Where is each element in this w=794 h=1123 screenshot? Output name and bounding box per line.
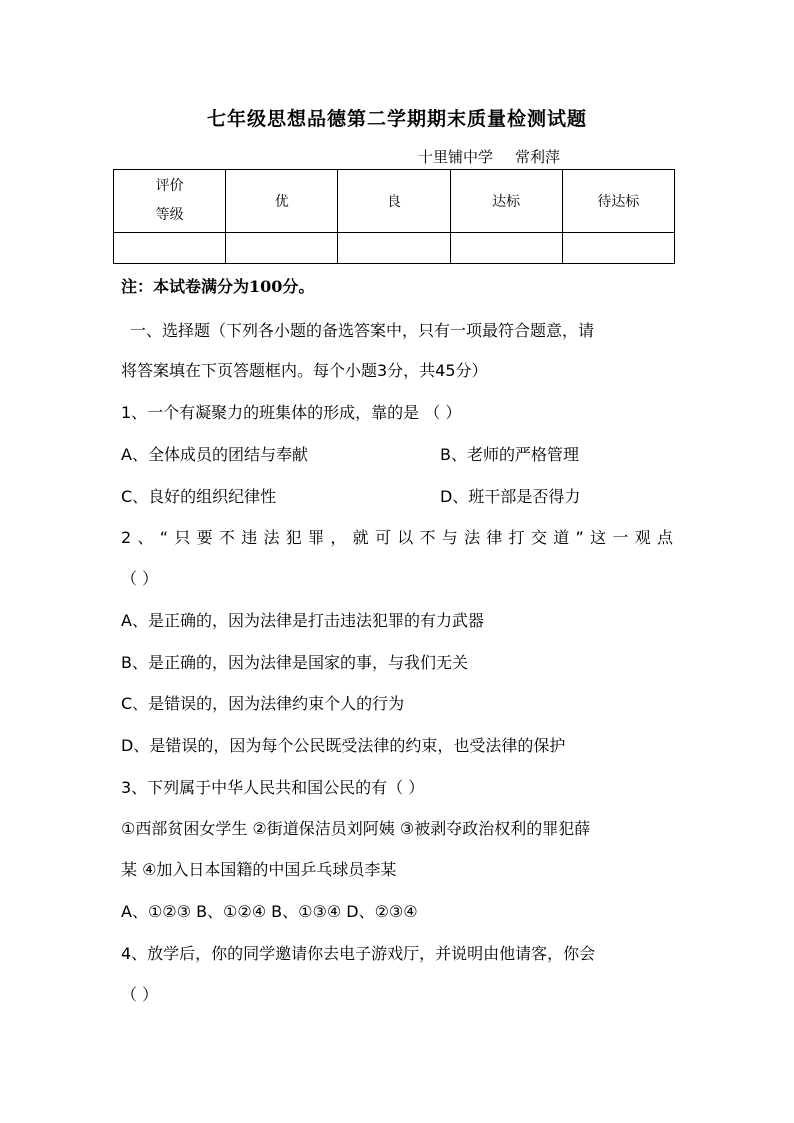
question-3-stem: 3、下列属于中华人民共和国公民的有（ ）: [121, 778, 425, 797]
author-line: [418, 146, 560, 167]
grade-value-cell[interactable]: [450, 233, 562, 264]
grade-level-excellent: 优: [226, 170, 338, 233]
question-4-stem-line1: 4、放学后，你的同学邀请你去电子游戏厅，并说明由他请客，你会: [121, 944, 596, 963]
question-1-stem: 1、一个有凝聚力的班集体的形成，靠的是 （ ）: [121, 403, 462, 422]
question-2-option-b: B、是正确的，因为法律是国家的事，与我们无关: [121, 653, 468, 672]
question-3-desc-line1: ①西部贫困女学生 ②街道保洁员刘阿姨 ③被剥夺政治权利的罪犯薛: [121, 819, 591, 838]
grade-value-cell[interactable]: [226, 233, 338, 264]
question-1-option-b: B、老师的严格管理: [440, 445, 579, 464]
grade-header-row: [114, 170, 675, 233]
question-2-option-d: D、是错误的，因为每个公民既受法律的约束，也受法律的保护: [121, 736, 566, 755]
author-name: 常利萍: [515, 148, 561, 166]
question-2-option-c: C、是错误的，因为法律约束个人的行为: [121, 694, 405, 713]
grade-level-fail: 待达标: [562, 170, 674, 233]
question-3-desc-line2: 某 ④加入日本国籍的中国乒乓球员李某: [121, 860, 397, 879]
grade-label-bottom: 等级: [155, 207, 184, 223]
question-4-stem-line2: （ ）: [121, 985, 159, 1004]
question-2-stem-line2: （ ）: [121, 569, 159, 588]
grade-level-pass: 达标: [450, 170, 562, 233]
question-3-options: A、①②③ B、①②④ B、①③④ D、②③④: [121, 902, 418, 921]
question-2-option-a: A、是正确的，因为法律是打击违法犯罪的有力武器: [121, 611, 484, 630]
question-1-option-d: D、班干部是否得力: [440, 487, 581, 506]
grade-label-cell: [114, 170, 226, 233]
grade-value-row: [114, 233, 675, 264]
grade-value-cell[interactable]: [114, 233, 226, 264]
grade-label-top: 评价: [155, 178, 184, 194]
grade-value-cell[interactable]: [338, 233, 450, 264]
section-heading-line1: 一、选择题（下列各小题的备选答案中，只有一项最符合题意，请: [130, 321, 595, 340]
author-school: 十里铺中学: [418, 148, 494, 166]
grade-value-cell[interactable]: [562, 233, 674, 264]
section-heading-line2: 将答案填在下页答题框内。每个小题3分，共45分）: [121, 361, 488, 380]
question-2-stem-line1: 2、“只要不违法犯罪，就可以不与法律打交道”这一观点: [121, 528, 673, 547]
page-title: 七年级思想品德第二学期期末质量检测试题: [206, 108, 587, 130]
question-1-option-c: C、良好的组织纪律性: [121, 487, 277, 506]
grade-table: [113, 169, 675, 264]
score-note: 注：本试卷满分为100分。: [121, 277, 315, 296]
question-1-option-a: A、全体成员的团结与奉献: [121, 445, 308, 464]
grade-level-good: 良: [338, 170, 450, 233]
